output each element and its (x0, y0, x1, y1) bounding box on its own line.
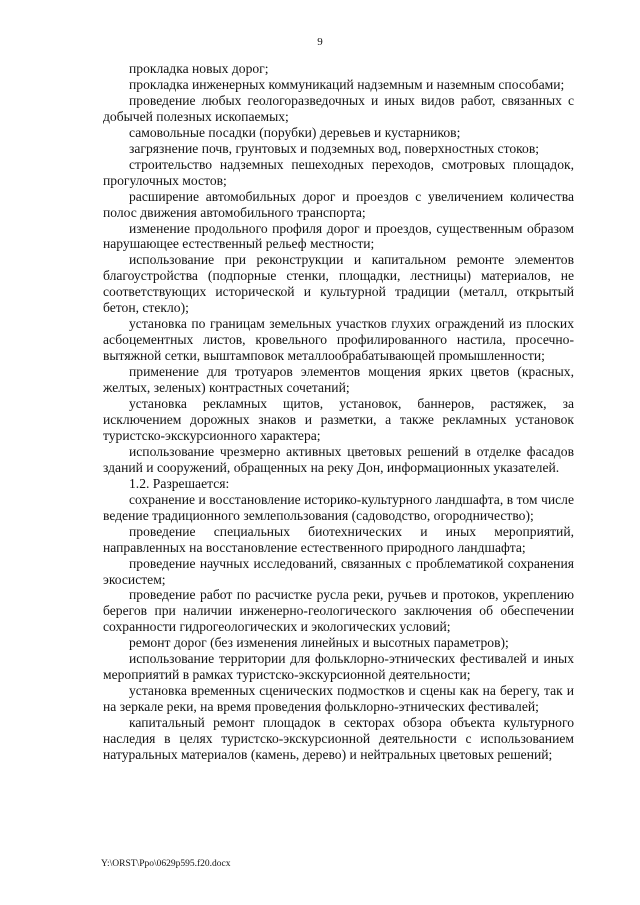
footer-file-path: Y:\ORST\Ppo\0629p595.f20.docx (101, 859, 231, 869)
paragraph: использование при реконструкции и капитальном ремонте элементов благоустройства (подпорные стенки, площадки, лестницы) материалов, не соответствующих исторической и культурной традиции (металл, открытый бетон, стекло); (103, 252, 574, 316)
paragraph: использование чрезмерно активных цветовых решений в отделке фасадов зданий и сооружений, обращенных на реку Дон, информационных указателей. (103, 443, 574, 475)
paragraph: установка по границам земельных участков глухих ограждений из плоских асбоцементных листов, кровельного профилированного настила, просечно-вытяжной сетки, выштамповок металлообрабатывающей промышленности; (103, 316, 574, 364)
paragraph: капитальный ремонт площадок в секторах обзора объекта культурного наследия в целях туристско-экскурсионной деятельности с использованием натуральных материалов (камень, дерево) и нейтральных цветовых решений; (103, 715, 574, 762)
paragraph: изменение продольного профиля дорог и проездов, существенным образом нарушающее естественный рельеф местности; (103, 220, 574, 252)
paragraph: проведение научных исследований, связанных с проблематикой сохранения экосистем; (103, 555, 574, 587)
paragraph: установка рекламных щитов, установок, баннеров, растяжек, за исключением дорожных знаков и разметки, а также рекламных установок туристско-экскурсионного характера; (103, 396, 574, 443)
document-body (103, 61, 574, 763)
paragraph: самовольные посадки (порубки) деревьев и кустарников; (129, 124, 461, 140)
paragraph: ремонт дорог (без изменения линейных и высотных параметров); (129, 635, 509, 651)
paragraph: прокладка новых дорог; (129, 61, 269, 76)
paragraph: расширение автомобильных дорог и проездов с увеличением количества полос движения автомобильного транспорта; (103, 188, 574, 220)
paragraph: проведение любых геологоразведочных и иных видов работ, связанных с добычей полезных ископаемых; (103, 92, 574, 124)
page-number: 9 (317, 36, 323, 48)
paragraph: использование территории для фольклорно-этнических фестивалей и иных мероприятий в рамках туристско-экскурсионной деятельности; (103, 651, 574, 683)
section-heading: 1.2. Разрешается: (129, 475, 230, 491)
paragraph: проведение работ по расчистке русла реки, ручьев и протоков, укреплению берегов при наличии инженерно-геологического заключения об обеспечении сохранности гидрогеологических и экологических условий; (103, 587, 574, 635)
paragraph: загрязнение почв, грунтовых и подземных вод, поверхностных стоков; (129, 140, 540, 156)
paragraph: проведение специальных биотехнических и иных мероприятий, направленных на восстановление естественного природного ландшафта; (103, 523, 574, 555)
paragraph: применение для тротуаров элементов мощения ярких цветов (красных, желтых, зеленых) контрастных сочетаний; (103, 364, 574, 396)
paragraph: установка временных сценических подмостков и сцены как на берегу, так и на зеркале реки, на время проведения фольклорно-этнических фестивалей; (103, 683, 574, 715)
paragraph: строительство надземных пешеходных переходов, смотровых площадок, прогулочных мостов; (103, 156, 574, 188)
paragraph: сохранение и восстановление историко-культурного ландшафта, в том числе ведение традиционного землепользования (садоводство, огородничество); (103, 491, 574, 523)
paragraph: прокладка инженерных коммуникаций надземным и наземным способами; (129, 76, 565, 92)
